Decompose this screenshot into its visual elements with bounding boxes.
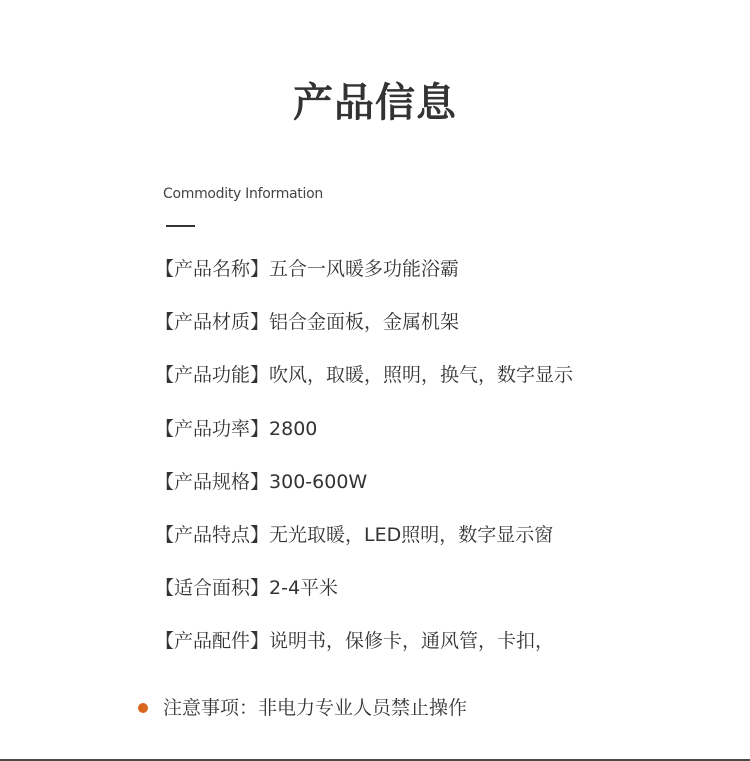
spec-value: 无光取暖，LED照明，数字显示窗 bbox=[269, 523, 554, 546]
spec-label: 【产品名称】 bbox=[155, 258, 270, 280]
spec-value: 铝合金面板，金属机架 bbox=[269, 311, 460, 334]
spec-row-area bbox=[155, 574, 573, 627]
spec-row-material bbox=[155, 308, 573, 361]
spec-label: 【产品功率】 bbox=[155, 417, 270, 440]
spec-row-name bbox=[155, 255, 573, 308]
spec-label: 【产品规格】 bbox=[155, 470, 270, 493]
spec-row-function bbox=[155, 361, 573, 414]
spec-label: 【产品配件】 bbox=[155, 630, 270, 653]
spec-value: 五合一风暖多功能浴霸 bbox=[269, 258, 460, 280]
spec-row-power bbox=[155, 415, 573, 468]
page-title: 产品信息 bbox=[293, 80, 457, 126]
spec-label: 【产品材质】 bbox=[155, 311, 270, 334]
bullet-dot-icon bbox=[138, 703, 148, 713]
spec-list bbox=[155, 255, 573, 681]
title-divider bbox=[166, 225, 195, 227]
spec-row-accessories bbox=[155, 627, 573, 680]
spec-row-size bbox=[155, 468, 573, 521]
spec-value: 300-600W bbox=[269, 470, 368, 493]
page-subtitle: Commodity Information bbox=[163, 186, 323, 202]
spec-value: 2-4平米 bbox=[269, 577, 339, 600]
spec-label: 【适合面积】 bbox=[155, 577, 270, 600]
spec-value: 说明书，保修卡，通风管，卡扣， bbox=[269, 630, 555, 653]
spec-label: 【产品功能】 bbox=[155, 364, 270, 387]
spec-value: 2800 bbox=[269, 417, 318, 440]
spec-label: 【产品特点】 bbox=[155, 523, 270, 546]
spec-value: 吹风，取暖，照明，换气，数字显示 bbox=[269, 364, 574, 387]
notice bbox=[138, 694, 467, 722]
notice-text: 注意事项：非电力专业人员禁止操作 bbox=[163, 697, 468, 719]
spec-row-features bbox=[155, 521, 573, 574]
